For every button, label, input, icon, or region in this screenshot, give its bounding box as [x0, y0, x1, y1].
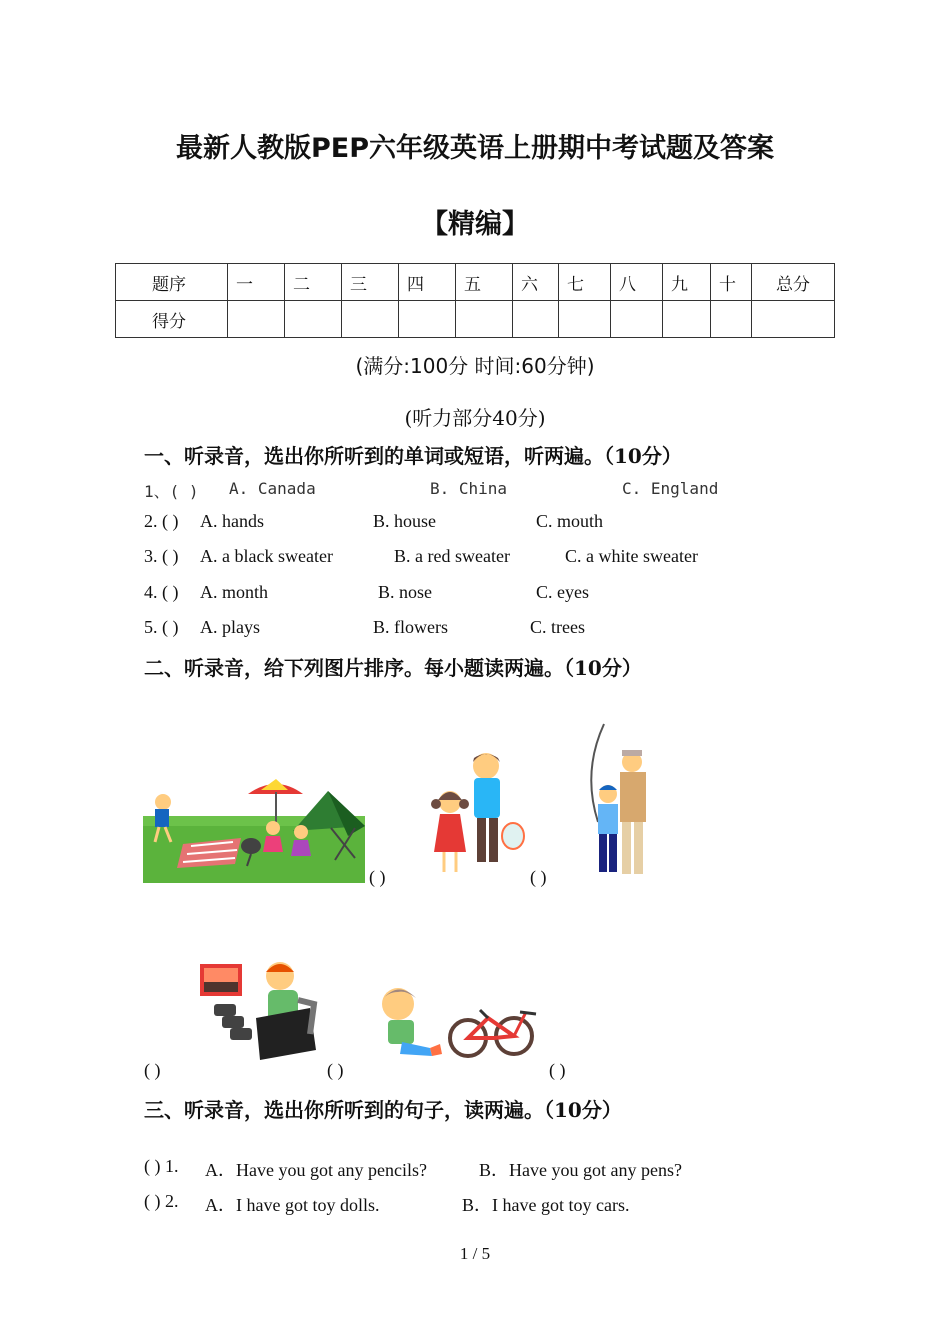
score-table-score-row — [116, 301, 835, 338]
cinema-picture — [198, 960, 320, 1070]
page-number: 1 / 5 — [459, 1244, 491, 1263]
father-daughter-picture — [422, 752, 527, 880]
exam-info: (满分:100分 时间:60分钟) — [355, 354, 595, 378]
score-input-cell[interactable] — [752, 301, 835, 338]
score-cell: 三 — [342, 264, 399, 301]
score-table-header-row — [116, 264, 835, 301]
score-cell: 五 — [456, 264, 513, 301]
option-c[interactable]: C. eyes — [536, 582, 589, 602]
score-input-cell[interactable] — [399, 301, 456, 338]
option-b[interactable]: B. a red sweater — [394, 546, 510, 566]
score-cell: 四 — [399, 264, 456, 301]
score-cell: 得分 — [116, 301, 228, 338]
picnic-picture — [143, 776, 365, 883]
option-a[interactable]: A. hands — [200, 511, 264, 531]
score-cell: 九 — [663, 264, 711, 301]
question-number: 3. ( ) — [144, 546, 179, 566]
option-a[interactable]: A. a black sweater — [200, 546, 333, 566]
document-subtitle: 【精编】 — [421, 209, 529, 240]
score-input-cell[interactable] — [711, 301, 752, 338]
option-a[interactable]: A．Have you got any pencils? — [205, 1160, 427, 1180]
score-input-cell[interactable] — [559, 301, 611, 338]
answer-blank[interactable]: ( ) — [369, 867, 386, 887]
score-table — [115, 263, 835, 338]
question-number: ( ) 1. — [144, 1156, 179, 1176]
option-a[interactable]: A. plays — [200, 617, 260, 637]
option-c[interactable]: C. mouth — [536, 511, 604, 531]
score-input-cell[interactable] — [456, 301, 513, 338]
section1-heading: 一、听录音，选出你所听到的单词或短语，听两遍。（10分） — [144, 444, 682, 468]
score-input-cell[interactable] — [228, 301, 285, 338]
score-input-cell[interactable] — [663, 301, 711, 338]
section2-heading: 二、听录音，给下列图片排序。每小题读两遍。（10分） — [144, 656, 642, 680]
question-number: 4. ( ) — [144, 582, 179, 602]
score-cell: 题序 — [116, 264, 228, 301]
option-b[interactable]: B. nose — [378, 582, 432, 602]
question-number: 5. ( ) — [144, 617, 179, 637]
option-c[interactable]: C. trees — [530, 617, 585, 637]
question-number: 2. ( ) — [144, 511, 179, 531]
answer-blank[interactable]: ( ) — [530, 867, 547, 887]
answer-blank[interactable]: ( ) — [549, 1060, 566, 1080]
score-cell: 二 — [285, 264, 342, 301]
score-cell: 七 — [559, 264, 611, 301]
option-b[interactable]: B. China — [430, 479, 508, 498]
option-b[interactable]: B．Have you got any pens? — [479, 1160, 682, 1180]
score-input-cell[interactable] — [285, 301, 342, 338]
score-cell: 八 — [611, 264, 663, 301]
option-c[interactable]: C. a white sweater — [565, 546, 698, 566]
score-input-cell[interactable] — [342, 301, 399, 338]
bike-accident-picture — [376, 982, 544, 1070]
option-a[interactable]: A. month — [200, 582, 269, 602]
score-cell: 十 — [711, 264, 752, 301]
score-input-cell[interactable] — [513, 301, 559, 338]
question-number: ( ) 2. — [144, 1191, 179, 1211]
question-number: 1、( ) — [144, 482, 199, 501]
answer-blank[interactable]: ( ) — [144, 1060, 161, 1080]
score-cell: 总分 — [752, 264, 835, 301]
grandpa-fishing-picture — [586, 722, 658, 880]
answer-blank[interactable]: ( ) — [327, 1060, 344, 1080]
score-cell: 一 — [228, 264, 285, 301]
section3-heading: 三、听录音，选出你所听到的句子，读两遍。（10分） — [144, 1098, 622, 1122]
score-input-cell[interactable] — [611, 301, 663, 338]
option-a[interactable]: A．I have got toy dolls. — [205, 1195, 380, 1215]
score-cell: 六 — [513, 264, 559, 301]
option-b[interactable]: B. flowers — [373, 617, 448, 637]
listening-part-label: (听力部分40分) — [404, 406, 546, 430]
option-b[interactable]: B．I have got toy cars. — [462, 1195, 630, 1215]
option-c[interactable]: C. England — [622, 479, 719, 498]
option-a[interactable]: A. Canada — [229, 479, 316, 498]
option-b[interactable]: B. house — [373, 511, 436, 531]
document-title: 最新人教版PEP六年级英语上册期中考试题及答案 — [175, 133, 775, 164]
